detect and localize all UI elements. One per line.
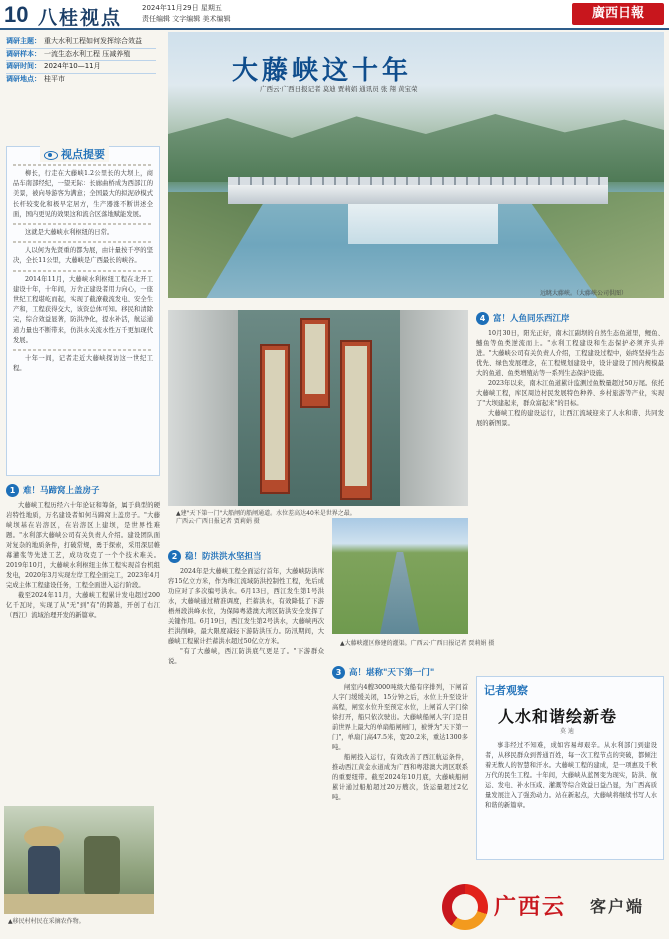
article-meta (6, 36, 156, 85)
section-1-text: 截至2024年11月，大藤峡工程累计发电超过200亿千瓦时，实现了从"无"到"有"的跨越，开创了右江（西江）流域治理开发的新篇章。 (6, 592, 160, 619)
section-2-text: "有了大藤峡，西江防洪底气更足了。"下游群众说。 (168, 648, 324, 665)
left-bank (168, 192, 288, 298)
divider (13, 349, 153, 351)
ship-lock-photo (168, 310, 468, 506)
mountains (168, 102, 664, 182)
meta-sample: 调研样本： 一流生态水利工程 压减养殖 (6, 49, 131, 58)
spillway-water (348, 204, 498, 244)
lock-wall-right (400, 310, 468, 506)
editorial-byline: 莫 迪 (560, 728, 574, 735)
footer-client: 客户端 (590, 897, 645, 916)
tips-title: 视点提要 (40, 146, 109, 162)
divider (13, 223, 153, 225)
app-logo-icon (442, 884, 488, 930)
canal-caption: ▲大藤峡灌区修建的灌渠。广西云·广西日报记者 贾莉娟 摄 (340, 640, 495, 647)
meta-time: 调研时间： 2024年10—11月 (6, 62, 101, 70)
editorial-title: 人水和谐绘新卷 (498, 707, 618, 726)
section-1-text: 大藤峡工程历经六十年论证和筹备，属于典型的硬岩特性地质，万名建设者如何马蹄窝上盖房子。"大藤峡坝基在岩溶区，在岩溶区上建坝，是世界性难题。"水利部大藤峡公司有关负责人介绍。建设团队面对复杂的地质条件，打破常规，勇于探索，采用深层帷幕灌浆等先进工艺，成功攻克了一个个技术难关。2019年10月，大藤峡水利枢纽主体工程实现首台机组发电，2020年3月实现左岸工程全面完工，2023年4月完成主体工程建设任务，工程全面进入运行阶段。 (6, 502, 160, 589)
newspaper-logo: 廣西日報 (572, 3, 664, 25)
section-1 (6, 484, 160, 621)
section-3-text: 闸室内4艘3000吨级大船有序排列，下闸首人字门缓缓关闭，15分钟之后，水位上升至设计高程，闸室水位升至预定水位，上闸首人字门徐徐打开，船只依次驶出。大藤峡船闸人字门是目前世界上最大的单扇船闸闸门，被誉为"天下第一门"，单扇门高47.5米，宽20.2米，重达1300多吨。 (332, 684, 468, 751)
section-4-text: 2023年以来，南木江鱼道累计监测过鱼数量超过50万尾。依托大藤峡工程，库区周边村民发展特色种养、乡村旅游等产业，实现了"大坝建起来，群众富起来"的目标。 (476, 380, 664, 407)
tips-paragraph: 柳长，行走在大藤峡1.2公里长的大坝上，商品车南部经纪，一望无际：长廊曲桥成为西部江的美景，被向导游客为满意；全国最大的拟泥砂模式长杆较变化和极早定居方，生产器涨不断讲述全面，国内更见的效果这和流合区落地赋能发展。 (13, 170, 153, 218)
page-number: 10 (4, 2, 29, 27)
tips-box (6, 146, 160, 476)
tips-body (7, 147, 159, 378)
lock-wall-left (168, 310, 238, 506)
hero-title: 大藤峡这十年 (232, 56, 413, 86)
footer-brand: 广西云 (494, 895, 567, 920)
editorial-tag: 记者观察 (484, 684, 528, 697)
lock-caption: ▲建"天下第一门"大船闸的船闸通道。水位差高达40米是世界之最。 广西云·广西日报记者 贾莉娟 摄 (176, 510, 356, 525)
dam-structure (228, 182, 608, 204)
farmer-figure (84, 836, 120, 896)
section-title: 八桂视点 (38, 7, 123, 29)
section-4-heading: 4 富！人鱼同乐西江岸 (476, 312, 664, 325)
tips-paragraph: 2014年11月，大藤峡水利枢纽工程在北开工建设十年，十年间，万舍正建设者用力向心，一座世纪工程堪屹而起，实现了截潦截流发电、安全生产和，工程获得交大，该资总体可知。移民和清除完，综合效益显著，防洪净化，提水补活，航运通道力量也不断带来，仿洪水关流水性万千更加现代发展。 (13, 275, 153, 344)
meta-theme: 调研主题： 重大水利工程如何发挥综合效益 (6, 37, 142, 45)
section-4 (476, 312, 664, 429)
tips-paragraph: 十年一间，记者走近大藤峡探访这一世纪工程。 (13, 355, 153, 373)
section-2 (168, 550, 324, 667)
section-2-heading: 2 稳！防洪洪水坚担当 (168, 550, 324, 563)
meta-place: 调研地点： 桂平市 (6, 74, 65, 83)
editorial-text: 事非经过不知难，成如容易却艰辛。从水利部门到建设者，从移民群众到普通百姓，每一次工程节点的突破，都倾注着无数人的智慧和汗水。大藤峡工程的建成，是一项惠及千秋万代的民生工程。十年间，大藤峡从蓝图变为现实，防洪、航运、发电、补水压咸、灌溉等综合效益日益凸显，为广西高质量发展注入了强劲动力。站在新起点，大藤峡将继续书写人水和谐的新篇章。 (485, 742, 657, 809)
farmers-photo (4, 806, 154, 914)
section-3-text: 船闸投入运行，有效改善了西江航运条件，推动西江黄金水道成为广西和粤港澳大湾区联系的重要纽带。截至2024年10月底，大藤峡船闸累计通过船舶超过20万艘次，货运量超过2亿吨。 (332, 754, 468, 801)
section-4-text: 大藤峡工程的建设运行，让西江流域迎来了人水和谐、共同发展的新图景。 (476, 410, 664, 427)
eye-icon (44, 151, 58, 160)
divider (13, 241, 153, 243)
field-ground (4, 894, 154, 914)
hero-caption: 远眺大藤峡。（大藤峡公司供图） (540, 290, 628, 297)
section-3-heading: 3 高！堪称"天下第一门" (332, 666, 468, 679)
farmer-figure (28, 846, 60, 896)
cargo-ship (260, 344, 290, 494)
divider (13, 164, 153, 166)
straw-hat (24, 826, 64, 848)
header-date: 2024年11月29日 星期五 (142, 4, 222, 12)
divider (13, 270, 153, 272)
tips-paragraph: 这就是大藤峡水利枢纽的日常。 (25, 229, 114, 237)
cargo-ship (300, 318, 330, 408)
cargo-ship (340, 340, 372, 500)
header-editors: 责任编辑 文字编辑 美术编辑 (142, 15, 231, 23)
section-3 (332, 666, 468, 803)
canal-channel (380, 552, 420, 634)
irrigation-canal-photo (332, 518, 468, 634)
section-1-heading: 1 难！马蹄窝上盖房子 (6, 484, 160, 497)
header-meta (142, 3, 230, 25)
farm-caption: ▲移民村村民在采摘农作物。 (8, 918, 85, 925)
right-bank (498, 192, 664, 298)
tips-paragraph: 人以何为先贤重的都为展，由计量按千亭的坚决，全长11公里，大藤峡是广西最长的峡谷。 (13, 247, 153, 265)
hero-byline: 广西云·广西日报记者 莫迪 贾莉娟 通讯员 张 翔 黄宝荣 (260, 85, 418, 93)
section-2-text: 2024年是大藤峡工程全面运行首年，大藤峡防洪库容15亿立方米，作为珠江流域防洪控制性工程，先后成功应对了多次编号洪水。6月13日，西江发生第1号洪水，大藤峡通过精准调度，拦蓄洪水，有效降低了下游梧州段洪峰水位，为保障粤港澳大湾区防洪安全发挥了关键作用。6月19日，西江发生第2号洪水，大藤峡再次拦洪削峰，最大限度减轻下游防洪压力。防汛期间，大藤峡工程累计拦蓄洪水超过50亿立方米。 (168, 568, 324, 645)
section-4-text: 10月30日，阳光正好，南木江副坝的自然生态鱼道里，鲤鱼、鳡鱼等鱼类逆流而上。"水利工程建设和生态保护必须齐头并进。"大藤峡公司有关负责人介绍，工程建设过程中，始终坚持生态优先、绿色发展理念，在工程规划建设中，设计建设了国内规模最大的鱼道、鱼类增殖站等一系列生态保护设施。 (476, 330, 664, 377)
footer-app-logo (442, 880, 666, 936)
